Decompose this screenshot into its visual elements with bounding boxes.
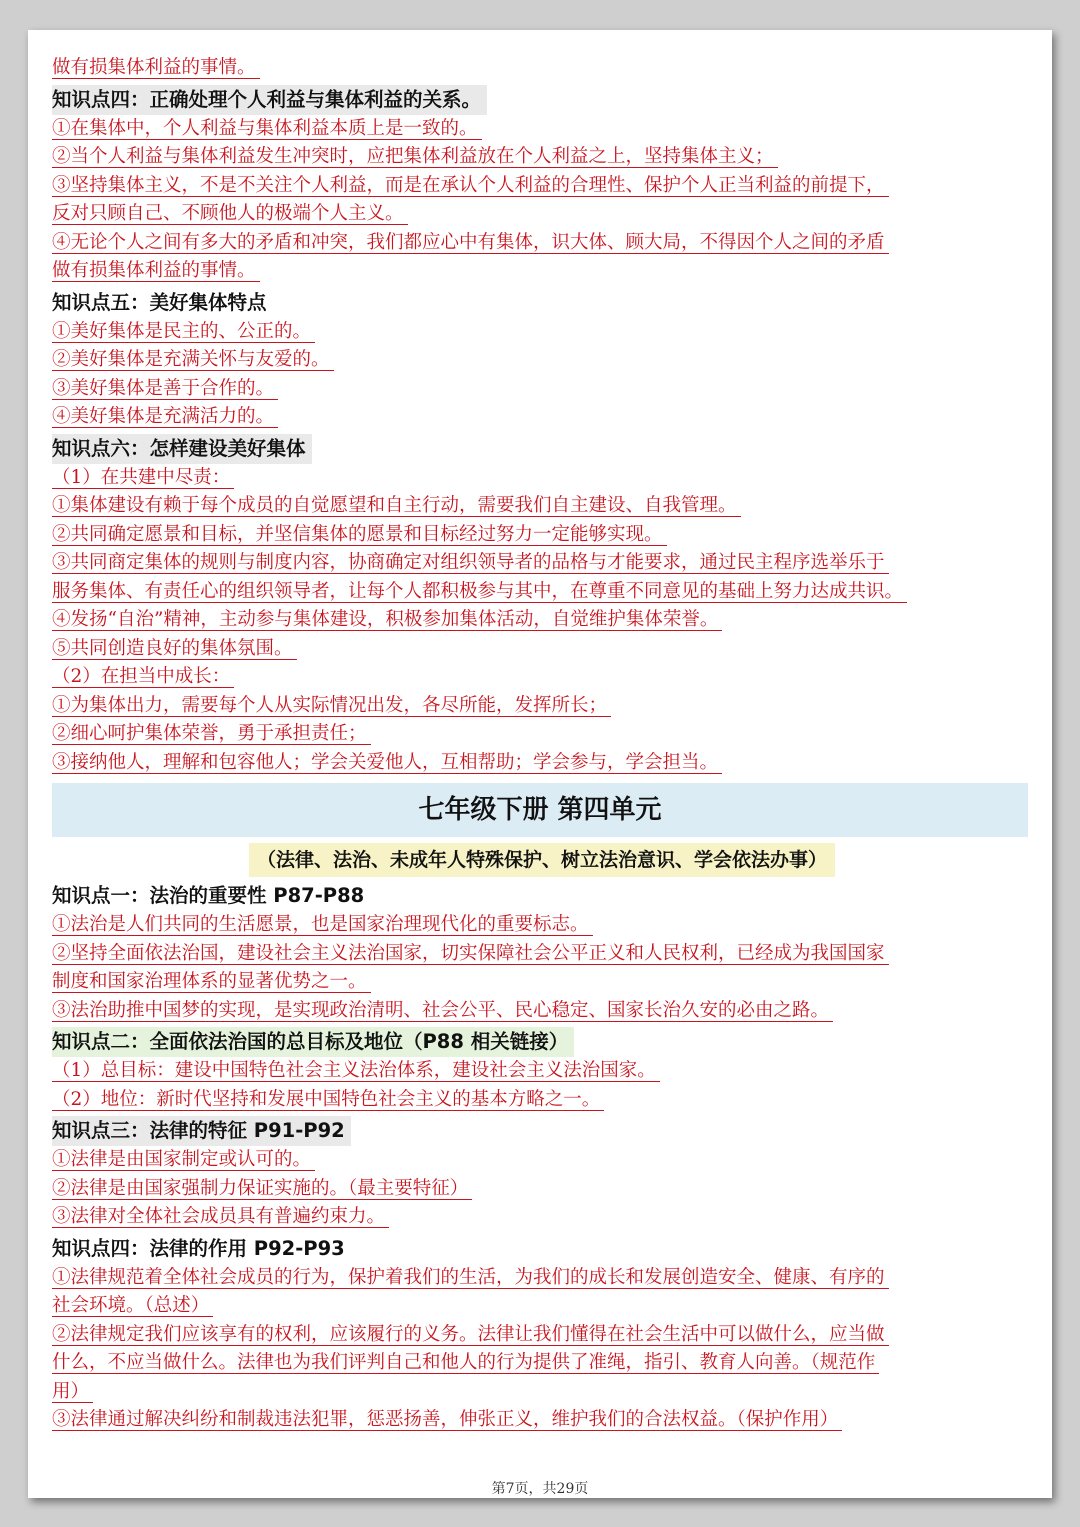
text-line: ③美好集体是善于合作的。 (52, 375, 1032, 404)
text-line: ④美好集体是充满活力的。 (52, 403, 1032, 432)
text-line: ①为集体出力，需要每个人从实际情况出发，各尽所能，发挥所长； (52, 692, 1032, 721)
text-line: ①法律规范着全体社会成员的行为，保护着我们的生活，为我们的成长和发展创造安全、健康、有序的 (52, 1264, 1032, 1293)
unit-knowledge-3 (52, 1114, 1032, 1232)
section-heading: 知识点一：法治的重要性 P87-P88 (52, 884, 365, 907)
text-line: ①美好集体是民主的、公正的。 (52, 318, 1032, 347)
text-line: ③坚持集体主义，不是不关注个人利益，而是在承认个人利益的合理性、保护个人正当利益的前提下， (52, 172, 1032, 201)
text-line: （1）总目标：建设中国特色社会主义法治体系，建设社会主义法治国家。 (52, 1057, 1032, 1086)
section-knowledge-5 (52, 286, 1032, 432)
section-heading: 知识点四：法律的作用 P92-P93 (52, 1236, 345, 1260)
text-line: ③接纳他人，理解和包容他人；学会关爱他人，互相帮助；学会参与，学会担当。 (52, 749, 1032, 778)
unit-banner: 七年级下册 第四单元 (52, 783, 1028, 837)
text-line: 反对只顾自己、不顾他人的极端个人主义。 (52, 200, 1032, 229)
text-line: ①集体建设有赖于每个成员的自觉愿望和自主行动，需要我们自主建设、自我管理。 (52, 492, 1032, 521)
text-line: ②坚持全面依法治国，建设社会主义法治国家，切实保障社会公平正义和人民权利，已经成为我国国家 (52, 940, 1032, 969)
text-line: ①法治是人们共同的生活愿景，也是国家治理现代化的重要标志。 (52, 911, 1032, 940)
section-knowledge-4 (52, 83, 1032, 286)
section-heading: 知识点二：全面依法治国的总目标及地位（P88 相关链接） (52, 1027, 574, 1057)
text-line: ②共同确定愿景和目标，并坚信集体的愿景和目标经过努力一定能够实现。 (52, 521, 1032, 550)
section-heading: 知识点五：美好集体特点 (52, 290, 267, 314)
unit-knowledge-2 (52, 1025, 1032, 1114)
section-knowledge-6 (52, 432, 1032, 778)
text-line: 做有损集体利益的事情。 (52, 257, 1032, 286)
unit-knowledge-1 (52, 879, 1032, 1025)
page-number: 第7页，共29页 (491, 1481, 589, 1497)
text-line: ②细心呵护集体荣誉，勇于承担责任； (52, 720, 1032, 749)
text-line: ⑤共同创造良好的集体氛围。 (52, 635, 1032, 664)
text-line: ②法律是由国家强制力保证实施的。（最主要特征） (52, 1175, 1032, 1204)
subheading: （2）在担当中成长： (52, 663, 1032, 692)
text-line: （2）地位：新时代坚持和发展中国特色社会主义的基本方略之一。 (52, 1086, 1032, 1115)
text-line: ②当个人利益与集体利益发生冲突时，应把集体利益放在个人利益之上，坚持集体主义； (52, 143, 1032, 172)
text-line: 做有损集体利益的事情。 (52, 54, 1032, 83)
section-heading: 知识点六：怎样建设美好集体 (52, 434, 312, 464)
text-line: ②法律规定我们应该享有的权利，应该履行的义务。法律让我们懂得在社会生活中可以做什么，应当做 (52, 1321, 1032, 1350)
text-line: ②美好集体是充满关怀与友爱的。 (52, 346, 1032, 375)
text-line: ③法治助推中国梦的实现，是实现政治清明、社会公平、民心稳定、国家长治久安的必由之路。 (52, 997, 1032, 1026)
text-line: ③共同商定集体的规则与制度内容，协商确定对组织领导者的品格与才能要求，通过民主程序选举乐于 (52, 549, 1032, 578)
document-page (28, 30, 1052, 1498)
unit-subtitle-wrap (52, 843, 1032, 879)
subheading: （1）在共建中尽责： (52, 464, 1032, 493)
text-line: 用） (52, 1378, 1032, 1407)
text-line: 制度和国家治理体系的显著优势之一。 (52, 968, 1032, 997)
unit-knowledge-4 (52, 1232, 1032, 1435)
section-heading: 知识点三：法律的特征 P91-P92 (52, 1116, 351, 1146)
text-line: ④无论个人之间有多大的矛盾和冲突，我们都应心中有集体，识大体、顾大局，不得因个人之间的矛盾 (52, 229, 1032, 258)
text-line: ①法律是由国家制定或认可的。 (52, 1146, 1032, 1175)
text-line: 服务集体、有责任心的组织领导者，让每个人都积极参与其中，在尊重不同意见的基础上努力达成共识。 (52, 578, 1032, 607)
page-content (52, 54, 1032, 1435)
text-line: 什么，不应当做什么。法律也为我们评判自己和他人的行为提供了准绳，指引、教育人向善。（规范作 (52, 1349, 1032, 1378)
text-line: ③法律通过解决纠纷和制裁违法犯罪，惩恶扬善，伸张正义，维护我们的合法权益。（保护作用） (52, 1406, 1032, 1435)
text-line: ③法律对全体社会成员具有普遍约束力。 (52, 1203, 1032, 1232)
unit-subtitle: （法律、法治、未成年人特殊保护、树立法治意识、学会依法办事） (249, 843, 835, 877)
text-line: 社会环境。（总述） (52, 1292, 1032, 1321)
section-heading: 知识点四：正确处理个人利益与集体利益的关系。 (52, 85, 487, 115)
text-line: ④发扬“自治”精神，主动参与集体建设，积极参加集体活动，自觉维护集体荣誉。 (52, 606, 1032, 635)
text-line: ①在集体中，个人利益与集体利益本质上是一致的。 (52, 115, 1032, 144)
